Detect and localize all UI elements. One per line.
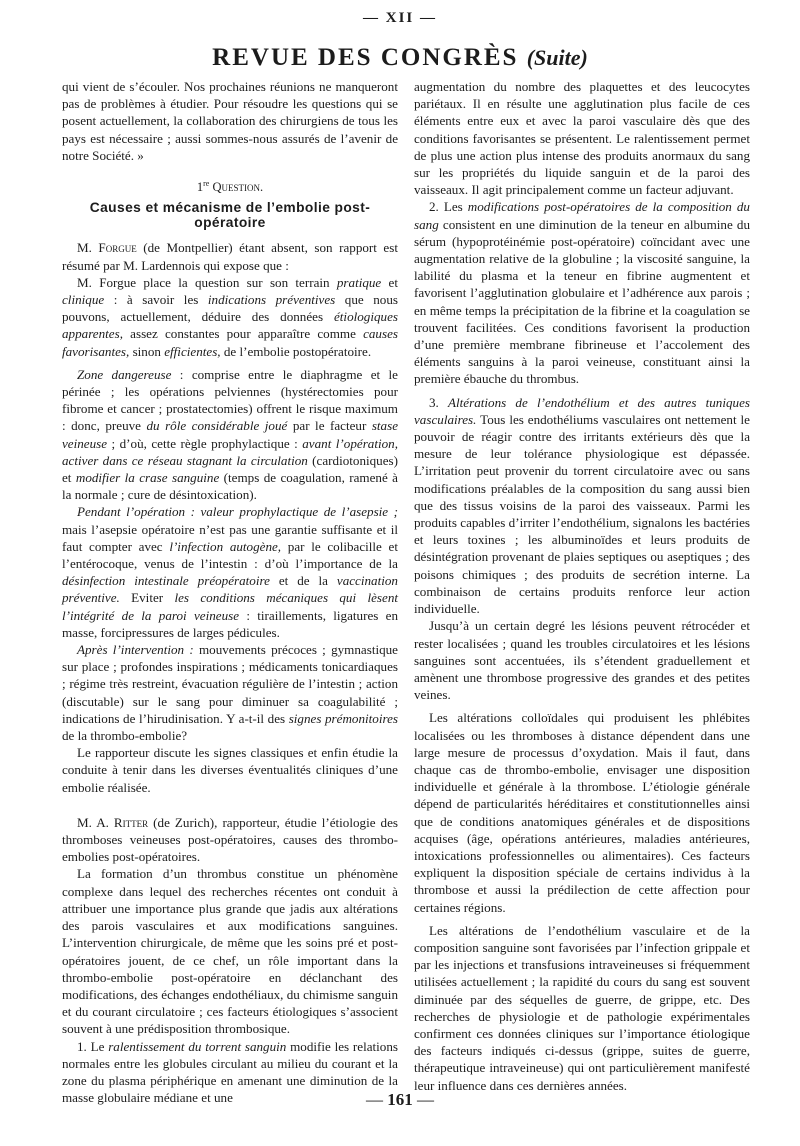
zone-paragraph: Zone dangereuse : comprise entre le diaphragme et le périnée ; les opérations pelviennes (hystérectomies pour fibrome et cancer ; prostatectomies) offrent le risque maximum : donc, preuve du rôle considérable joué par le facteur stase veineuse ; d’où, cette règle prophylactique : avant l’opération, activer dans ce réseau stagnant la circulation (cardiotoniques) et modifier la crase sanguine (temps de coagulation, ramené à la normale ; cure de désintoxication).	[62, 366, 399, 503]
pendant-paragraph: Pendant l’opération : valeur prophylactique de l’asepsie ; mais l’asepsie opératoire n’est pas une garantie suffisante et il faut compter avec l’infection autogène, par le colibacille et l’entérocoque, venus de l’intestin : d’où l’importance de la désinfection intestinale préopératoire et de la vaccination préventive. Eviter les conditions mécaniques qui lèsent l’intégrité de la paroi veineuse : tiraillements, ligatures en masse, forcipressures de larges pédicules.	[62, 504, 398, 640]
roman-page-number: — XII —	[362, 10, 437, 26]
right-column	[414, 78, 750, 1094]
journal-title: REVUE DES CONGRÈS	[212, 44, 519, 71]
formation-paragraph: La formation d’un thrombus constitue un phénomène complexe dans lequel des recherches récentes ont conduit à attribuer une importance plus grande que jadis aux altérations des parois vasculaires et aux modifications sanguines. L’intervention chirurgicale, de même que les soins pré et post-opératoires jouent, de ce chef, un rôle important dans la thrombo-embolie post-opératoire en déclanchant des modifications, des échanges endothéliaux, du chimisme sanguin et du courant circulatoire ; ces facteurs étiologiques s’associent souvent à une prédisposition thrombosique.	[62, 866, 398, 1037]
modifications-paragraph: 2. Les modifications post-opératoires de la composition du sang consistent en une diminution de la teneur en albumine du sérum (hypoprotéinémie post-opératoire) coïncidant avec une augmentation relative de la globuline ; la viscosité sanguine, la labilité du plasma et la teneur en fibrine augmentent et favorisent l’agglutination globulaire et l’adhérence aux parois ; en même temps la précipitation de la fibrine et la coagulation se trouvent facilitées. Ces conditions favorisent la production d’une première membrane fibrineuse et l’accolement des éléments sanguins à la paroi veineuse, constituant ainsi la première ébauche du thrombus.	[414, 199, 750, 387]
ralentissement-paragraph: 1. Le ralentissement du torrent sanguin modifie les relations normales entre les globules circulant au milieu du courant et la zone du plasma périphérique en amenant une diminution de la masse globulaire médiane et une	[62, 1038, 399, 1106]
rapporteur-paragraph: Le rapporteur discute les signes classiques et enfin étudie la conduite à tenir dans les diverses éventualités cliniques d’une embolie réalisée.	[62, 745, 398, 795]
ritter-paragraph: M. A. Ritter (de Zurich), rapporteur, étudie l’étiologie des thromboses veineuses post-opératoires, causes des thrombo-embolies post-opératoires.	[62, 814, 399, 865]
final-paragraph: Les altérations de l’endothélium vasculaire et de la composition sanguine sont favorisées par l’infection grippale et par les injections et transfusions intraveineuses si fréquemment utilisées actuellement ; la rapidité du cours du sang est souvent diminuée par des séquelles de guerre, de grippe, etc. Des recherches de physiologie et de pathologie expérimentales confirment ces données cliniques sur l’importance étiologique des facteurs indiqués ci-dessus (grippe, suites de guerre, thérapeutique intraveineuse) qui ont particulièrement manifesté leur influence dans ces dernières années.	[414, 922, 750, 1093]
jusqua-paragraph: Jusqu’à un certain degré les lésions peuvent rétrocéder et rester localisées ; quand les troubles circulatoires et les lésions sanguines sont accentuées, ils s’étendent graduellement et amènent une thrombose progressive des grandes et des petites veines.	[414, 618, 750, 703]
journal-title-suite: (Suite)	[526, 45, 588, 70]
section-heading: Causes et mécanisme de l’embolie post-opératoire	[89, 200, 371, 231]
continuation-paragraph: augmentation du nombre des plaquettes et des leucocytes pariétaux. Il en résulte une agglutination plus facile de ces éléments entre eux et avec la paroi vasculaire dès que des conditions favorisantes se présentent. Le ralentissement permet de plus une action plus intense des produits anormaux du sang sur les propriétés du liquide sanguin et de la paroi des vaisseaux. Il agit principalement comme un facteur adjuvant.	[414, 79, 750, 198]
terrain-paragraph: M. Forgue place la question sur son terrain pratique et clinique : à savoir les indications préventives que nous pouvons, actuellement, déduire des données étiologiques apparentes, assez constantes pour apparaître comme causes favorisantes, sinon efficientes, de l’embolie postopératoire.	[62, 274, 398, 359]
apres-paragraph: Après l’intervention : mouvements précoces ; gymnastique sur place ; profondes inspirations ; médicaments tonicardiaques ; régime très restreint, évacuation régulière de l’intestin ; action (discutable) sur le sang pour diminuer sa coagulabilité ; indications de l’hirudinisation. Y a-t-il des signes prémonitoires de la thrombo-embolie?	[62, 642, 398, 744]
left-column	[62, 78, 398, 1106]
page-folio: — 161 —	[366, 1090, 434, 1109]
intro-paragraph: qui vient de s’écouler. Nos prochaines réunions ne manqueront pas de problèmes à étudier. Pour résoudre les questions qui se posent actuellement, la collaboration des chirurgiens de tous les pays est nécessaire ; aussi sommes-nous assurés de l’avenir de notre Société. »	[62, 79, 398, 163]
forgue-paragraph: M. Forgue (de Montpellier) étant absent, son rapport est résumé par M. Lardennois qui expose que :	[62, 240, 398, 273]
alterations-paragraph: 3. Altérations de l’endothélium et des autres tuniques vasculaires. Tous les endothéliums vasculaires ont nettement le pouvoir de réagir contre des irritants extérieurs dès que la mesure de leur tolérance physiologique est dépassée. L’irritation peut provenir du torrent circulatoire avec ou sans modifications préalables de la composition du sang aussi bien que des tissus voisins de la paroi des vaisseaux. Parmi les produits capables d’irriter l’endothélium, signalons les bactéries et leurs toxines ; les albuminoïdes et leurs produits de désintégration provenant de plaies septiques ou aseptiques ; des poisons chimiques ; des produits de secrétion interne. La combinaison de certains produits renforce leur action individuelle.	[414, 394, 750, 617]
page-number: 161	[387, 1090, 413, 1109]
colloidal-paragraph: Les altérations colloïdales qui produisent les phlébites localisées ou les thromboses à distance dépendent dans une large mesure de processus d’oxydation. Mais il faut, dans chaque cas de thrombo-embolie, envisager une disposition individuelle et générale à la thrombose. L’étiologie générale dépend de particularités héréditaires et constitutionnelles ainsi que de conditions anatomiques générales et de dispositions acquises (âge, opérations antérieures, maladies antérieures, intoxications professionnelles ou alimentaires). Ces facteurs expliquent la disposition spéciale de certains individus à la thrombose et aussi la prédilection de cette affection pour certaines régions.	[414, 710, 750, 915]
running-head	[0, 44, 800, 72]
question-label: 1re Question.	[196, 179, 264, 195]
